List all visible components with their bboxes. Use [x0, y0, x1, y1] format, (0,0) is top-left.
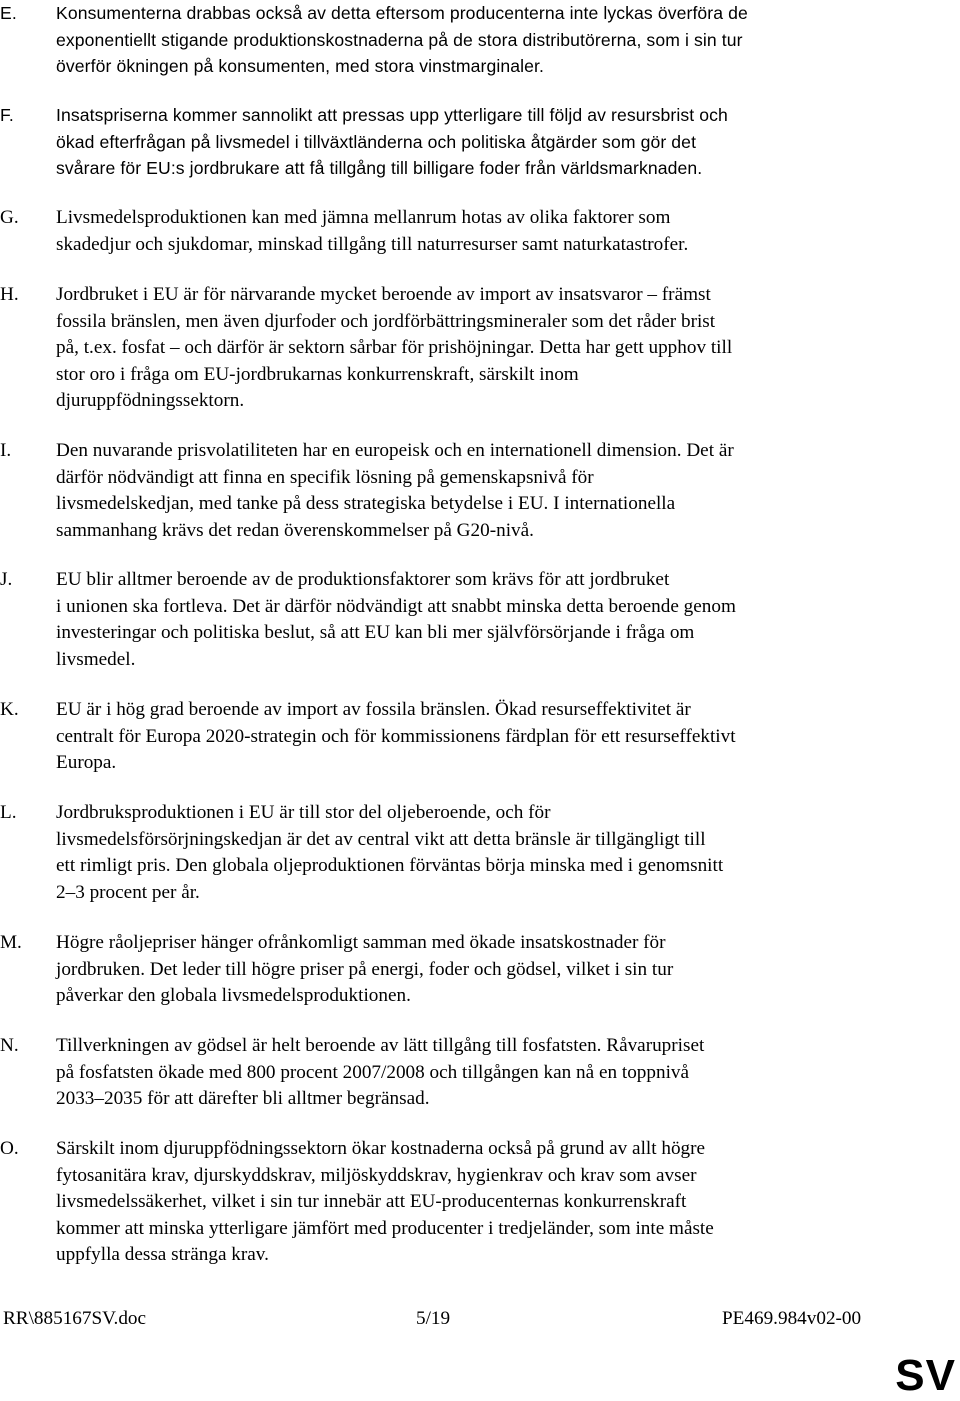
paragraph-text — [56, 0, 892, 80]
paragraph-letter: G. — [0, 207, 19, 228]
text-line: Jordbruket i EU är för närvarande mycket beroende av import av insatsvaror – främst — [56, 284, 711, 305]
text-line: livsmedelsförsörjningskedjan är det av central vikt att detta bränsle är tillgängligt till — [56, 828, 706, 850]
text-line: fytosanitära krav, djurskyddskrav, miljöskyddskrav, hygienkrav och krav som avser — [56, 1164, 697, 1186]
paragraph-letter: M. — [0, 932, 22, 953]
footer-pe-number: PE469.984v02-00 — [722, 1308, 862, 1329]
text-line: 2033–2035 för att därefter bli alltmer begränsad. — [56, 1088, 430, 1110]
text-line: Högre råoljepriser hänger ofrånkomligt samman med ökade insatskostnader för — [56, 932, 666, 953]
paragraph-letter: I. — [0, 440, 12, 461]
paragraph-text — [56, 438, 892, 544]
text-line: Insatspriserna kommer sannolikt att pressas upp ytterligare till följd av resursbrist och — [56, 105, 728, 125]
language-code: SV — [895, 1351, 956, 1400]
paragraph-letter: J. — [0, 569, 13, 590]
text-line: centralt för Europa 2020-strategin och för kommissionens färdplan för ett resurseffektivt — [56, 725, 736, 747]
paragraph-text — [56, 567, 892, 673]
paragraph-letter: N. — [0, 1035, 19, 1056]
footer-doc-ref: RR\885167SV.doc — [3, 1308, 147, 1329]
paragraph-text — [56, 282, 892, 415]
text-line: på fosfatsten ökade med 800 procent 2007/2008 och tillgången kan nå en toppnivå — [56, 1061, 690, 1083]
footer-page-number: 5/19 — [416, 1308, 451, 1329]
paragraph-letter: O. — [0, 1138, 19, 1159]
text-line: därför nödvändigt att finna en specifik lösning på gemenskapsnivå för — [56, 466, 594, 488]
text-line: Europa. — [56, 752, 117, 774]
text-line: sammanhang krävs det redan överenskommelser på G20-nivå. — [56, 519, 534, 541]
text-line: i unionen ska fortleva. Det är därför nödvändigt att snabbt minska detta beroende genom — [56, 595, 736, 617]
text-line: exponentiellt stigande produktionskostnaderna på de stora distributörerna, som i sin tur — [56, 29, 743, 50]
text-line: Särskilt inom djuruppfödningssektorn ökar kostnaderna också på grund av allt högre — [56, 1138, 706, 1159]
text-line: ett rimligt pris. Den globala oljeproduktionen förväntas börja minska med i genomsnitt — [56, 855, 724, 877]
paragraph-text — [56, 205, 892, 258]
paragraph-text — [56, 930, 892, 1010]
text-line: EU blir alltmer beroende av de produktionsfaktorer som krävs för att jordbruket — [56, 569, 670, 590]
text-line: påverkar den globala livsmedelsproduktionen. — [56, 985, 411, 1007]
text-line: livsmedel. — [56, 648, 136, 670]
paragraph-text — [56, 1033, 892, 1113]
paragraph-text — [56, 102, 892, 182]
text-line: 2–3 procent per år. — [56, 881, 200, 903]
text-line: fossila bränslen, men även djurfoder och jordförbättringsmineraler som det råder brist — [56, 310, 716, 332]
paragraph-letter: F. — [0, 105, 14, 125]
text-line: ökad efterfrågan på livsmedel i tillväxtländerna och politiska åtgärder som gör det — [56, 131, 697, 152]
text-line: jordbruken. Det leder till högre priser på energi, foder och gödsel, vilket i sin tur — [56, 958, 674, 980]
text-line: investeringar och politiska beslut, så att EU kan bli mer självförsörjande i fråga om — [56, 622, 695, 644]
text-line: på, t.ex. fosfat – och därför är sektorn sårbar för prishöjningar. Detta har gett upphov till — [56, 337, 733, 359]
paragraph-text — [56, 1136, 892, 1269]
text-line: EU är i hög grad beroende av import av fossila bränslen. Ökad resurseffektivitet är — [56, 699, 691, 720]
text-line: svårare för EU:s jordbrukare att få tillgång till billigare foder från världsmarknaden. — [56, 158, 703, 179]
text-line: överför ökningen på konsumenten, med stora vinstmarginaler. — [56, 56, 545, 77]
text-line: uppfylla dessa stränga krav. — [56, 1244, 269, 1266]
text-line: djuruppfödningssektorn. — [56, 390, 245, 412]
text-line: livsmedelssäkerhet, vilket i sin tur innebär att EU-producenternas konkurrenskraft — [56, 1191, 687, 1213]
paragraph-letter: K. — [0, 699, 19, 720]
text-line: kommer att minska ytterligare jämfört med producenter i tredjeländer, som inte måste — [56, 1217, 714, 1239]
text-line: Jordbruksproduktionen i EU är till stor del oljeberoende, och för — [56, 802, 551, 823]
paragraph-letter: H. — [0, 284, 19, 305]
paragraph-text — [56, 800, 892, 906]
paragraph-text — [56, 697, 892, 777]
text-line: skadedjur och sjukdomar, minskad tillgång till naturresurser samt naturkatastrofer. — [56, 233, 689, 255]
text-line: Tillverkningen av gödsel är helt beroende av lätt tillgång till fosfatsten. Råvarupriset — [56, 1035, 705, 1056]
text-line: stor oro i fråga om EU-jordbrukarnas konkurrenskraft, särskilt inom — [56, 363, 579, 385]
text-line: Livsmedelsproduktionen kan med jämna mellanrum hotas av olika faktorer som — [56, 207, 671, 228]
paragraph-letter: E. — [0, 3, 17, 23]
text-line: livsmedelskedjan, med tanke på dess strategiska betydelse i EU. I internationella — [56, 493, 676, 515]
text-line: Den nuvarande prisvolatiliteten har en europeisk och en internationell dimension. Det är — [56, 440, 734, 461]
text-line: Konsumenterna drabbas också av detta eftersom producenterna inte lyckas överföra de — [56, 3, 748, 23]
paragraph-letter: L. — [0, 802, 17, 823]
